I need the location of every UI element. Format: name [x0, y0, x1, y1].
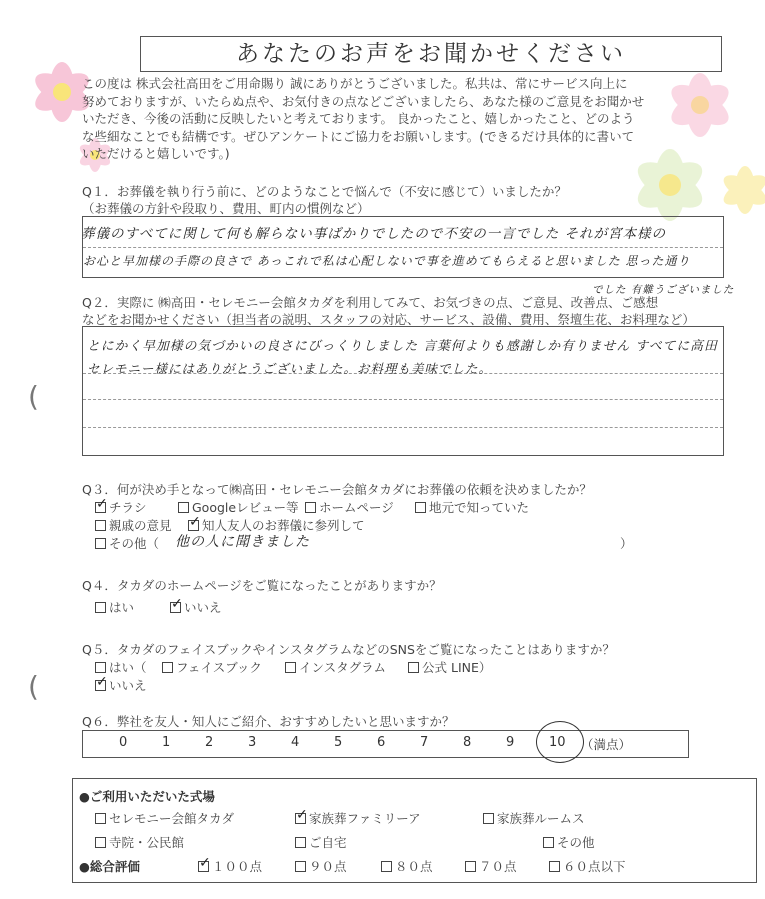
checkbox[interactable] [295, 861, 306, 872]
q3-option-google[interactable]: Googleレビュー等 [178, 498, 299, 516]
checkbox[interactable] [415, 502, 426, 513]
scale-suffix: （満点） [581, 737, 632, 752]
check-icon: ✓ [189, 514, 201, 530]
intro-text [82, 75, 752, 163]
q3-option-other[interactable]: その他（ [95, 534, 159, 552]
q2-handwritten-line: とにかく早加様の気づかいの良さにびっくりしました 言葉何よりも感謝しか有りません すべてに高田 [87, 339, 718, 354]
venue-option-rooms[interactable]: 家族葬ルームス [483, 809, 585, 827]
checkbox[interactable] [295, 807, 308, 824]
scale-value[interactable]: 0 [119, 735, 128, 750]
venue-option-temple[interactable]: 寺院・公民館 [95, 833, 184, 851]
intro-line: いただき、今後の活動に反映したいと考えております。 良かったこと、嬉しかったこと、どのよう [82, 111, 635, 126]
q5-option-instagram[interactable]: インスタグラム [285, 658, 386, 676]
checkbox[interactable] [95, 520, 106, 531]
rating-option-90[interactable]: ９０点 [295, 857, 347, 875]
q6-question: Q６．弊社を友人・知人にご紹介、おすすめしたいと思いますか？ [82, 714, 455, 729]
q2-handwritten-line: セレモニー様にはありがとうございました。お料理も美味でした。 [87, 361, 493, 376]
scale-value[interactable]: 3 [248, 735, 257, 750]
q2-answer-line [83, 427, 723, 428]
q2-question: Q２．実際に ㈱高田・セレモニー会館タカダを利用してみて、お気づきの点、ご意見、改善点、ご感想 [82, 295, 659, 310]
recommend-scale[interactable] [82, 730, 689, 758]
check-icon: ✓ [199, 855, 211, 871]
checkbox[interactable] [543, 837, 554, 848]
checkbox[interactable] [295, 837, 306, 848]
q2-answer-box[interactable] [82, 326, 724, 456]
q2-subtext: などをお聞かせください（担当者の説明、スタッフの対応、サービス、設備、費用、祭壇生花、お料理など） [82, 312, 695, 327]
scale-value[interactable]: 4 [291, 735, 300, 750]
q4-question: Q４．タカダのホームページをご覧になったことがありますか？ [82, 578, 442, 593]
checkbox[interactable] [95, 662, 106, 673]
check-icon: ✓ [296, 807, 308, 823]
venue-option-home[interactable]: ご自宅 [295, 833, 347, 851]
checkbox[interactable] [381, 861, 392, 872]
scale-value[interactable]: 1 [162, 735, 171, 750]
checkbox[interactable] [483, 813, 494, 824]
q5-option-facebook[interactable]: フェイスブック [162, 658, 262, 676]
checkbox[interactable] [95, 538, 106, 549]
q5-option-yes[interactable]: はい（ [95, 658, 147, 676]
rating-option-80[interactable]: ８０点 [381, 857, 433, 875]
q4-option-yes[interactable]: はい [95, 598, 134, 616]
q1-question: Q１．お葬儀を執り行う前に、どのようなことで悩んで（不安に感じて）いましたか？ [82, 184, 567, 199]
checkbox[interactable] [162, 662, 173, 673]
checkbox[interactable] [170, 596, 183, 613]
page-title: あなたのお声をお聞かせください [140, 36, 722, 72]
scale-value[interactable]: 7 [420, 735, 429, 750]
q3-question: Q３．何が決め手となって㈱高田・セレモニー会館タカダにお葬儀の依頼を決めましたか？ [82, 482, 592, 497]
q5-question: Q５．タカダのフェイスブックやインスタグラムなどのSNSをご覧になったことはありますか？ [82, 642, 615, 657]
intro-line: この度は 株式会社高田をご用命賜り 誠にありがとうございました。私共は、常にサービス向上に [82, 76, 628, 91]
punch-hole-icon: ( [28, 670, 39, 703]
checkbox[interactable] [95, 496, 108, 513]
checkbox[interactable] [178, 502, 189, 513]
intro-line: な些細なことでも結構です。ぜひアンケートにご協力をお願いします。(できるだけ具体的に書いて [82, 128, 635, 144]
q3-close-paren: ） [620, 536, 633, 551]
checkbox[interactable] [95, 837, 106, 848]
scale-value[interactable]: 5 [334, 735, 343, 750]
check-icon: ✓ [96, 496, 108, 512]
rating-option-100[interactable]: ✓ １００点 [199, 855, 263, 874]
q1-answer-line [83, 247, 723, 248]
venue-option-other[interactable]: その他 [543, 833, 595, 851]
rating-option-60-below[interactable]: ６０点以下 [549, 857, 626, 875]
scale-value[interactable]: 9 [506, 735, 515, 750]
q1-answer-box[interactable] [82, 216, 724, 278]
checkbox[interactable] [95, 813, 106, 824]
checkbox[interactable] [408, 662, 419, 673]
scale-value[interactable]: 8 [463, 735, 472, 750]
checkbox[interactable] [95, 674, 108, 691]
q2-answer-line [83, 399, 723, 400]
rating-heading: ●総合評価 [79, 859, 140, 874]
check-icon: ✓ [96, 674, 108, 690]
q3-option-attended[interactable]: ✓ 知人友人のお葬儀に参列して [189, 514, 365, 533]
checkbox[interactable] [188, 514, 201, 531]
selected-score-circle [536, 721, 584, 763]
q1-handwritten-line: 葬儀のすべてに関して何も解らない事ばかりでしたので不安の一言でした それが宮本様の [81, 226, 667, 242]
intro-line: いただけると嬉しいです。) [82, 146, 230, 161]
rating-option-70[interactable]: ７０点 [465, 857, 517, 875]
checkbox[interactable] [198, 855, 211, 872]
q4-option-no[interactable]: ✓ いいえ [171, 596, 222, 615]
scale-value[interactable]: 2 [205, 735, 214, 750]
q1-subtext: （お葬儀の方針や段取り、費用、町内の慣例など） [82, 201, 370, 216]
checkbox[interactable] [95, 602, 106, 613]
checkbox[interactable] [465, 861, 476, 872]
q1-handwritten-line: でした 有難うございました [592, 284, 735, 296]
q1-handwritten-line: お心と早加様の手際の良さで あっこれで私は心配しないで事を進めてもらえると思いました 思った通り [83, 254, 691, 268]
checkbox[interactable] [549, 861, 560, 872]
q3-option-homepage[interactable]: ホームページ [305, 498, 394, 516]
punch-hole-icon: ( [28, 380, 39, 413]
checkbox[interactable] [305, 502, 316, 513]
q3-option-relatives[interactable]: 親戚の意見 [95, 516, 172, 534]
q3-other-handwritten: 他の人に聞きました [175, 534, 310, 550]
scale-value[interactable]: 10 [549, 735, 566, 750]
q5-option-line[interactable]: 公式 LINE） [408, 658, 491, 676]
checkbox[interactable] [285, 662, 296, 673]
intro-line: 努めておりますが、いたらぬ点や、お気付きの点などございましたら、あなた様のご意見をお聞かせ [82, 93, 645, 109]
q3-option-local[interactable]: 地元で知っていた [415, 498, 529, 516]
venue-heading: ●ご利用いただいた式場 [79, 789, 215, 804]
check-icon: ✓ [171, 596, 183, 612]
venue-option-familia[interactable]: ✓ 家族葬ファミリーア [296, 807, 421, 826]
venue-rating-box [72, 778, 757, 883]
q3-option-flyer[interactable]: ✓ チラシ [96, 496, 147, 515]
venue-option-takada[interactable]: セレモニー会館タカダ [95, 809, 234, 827]
q5-option-no[interactable]: ✓ いいえ [96, 674, 147, 693]
scale-value[interactable]: 6 [377, 735, 386, 750]
